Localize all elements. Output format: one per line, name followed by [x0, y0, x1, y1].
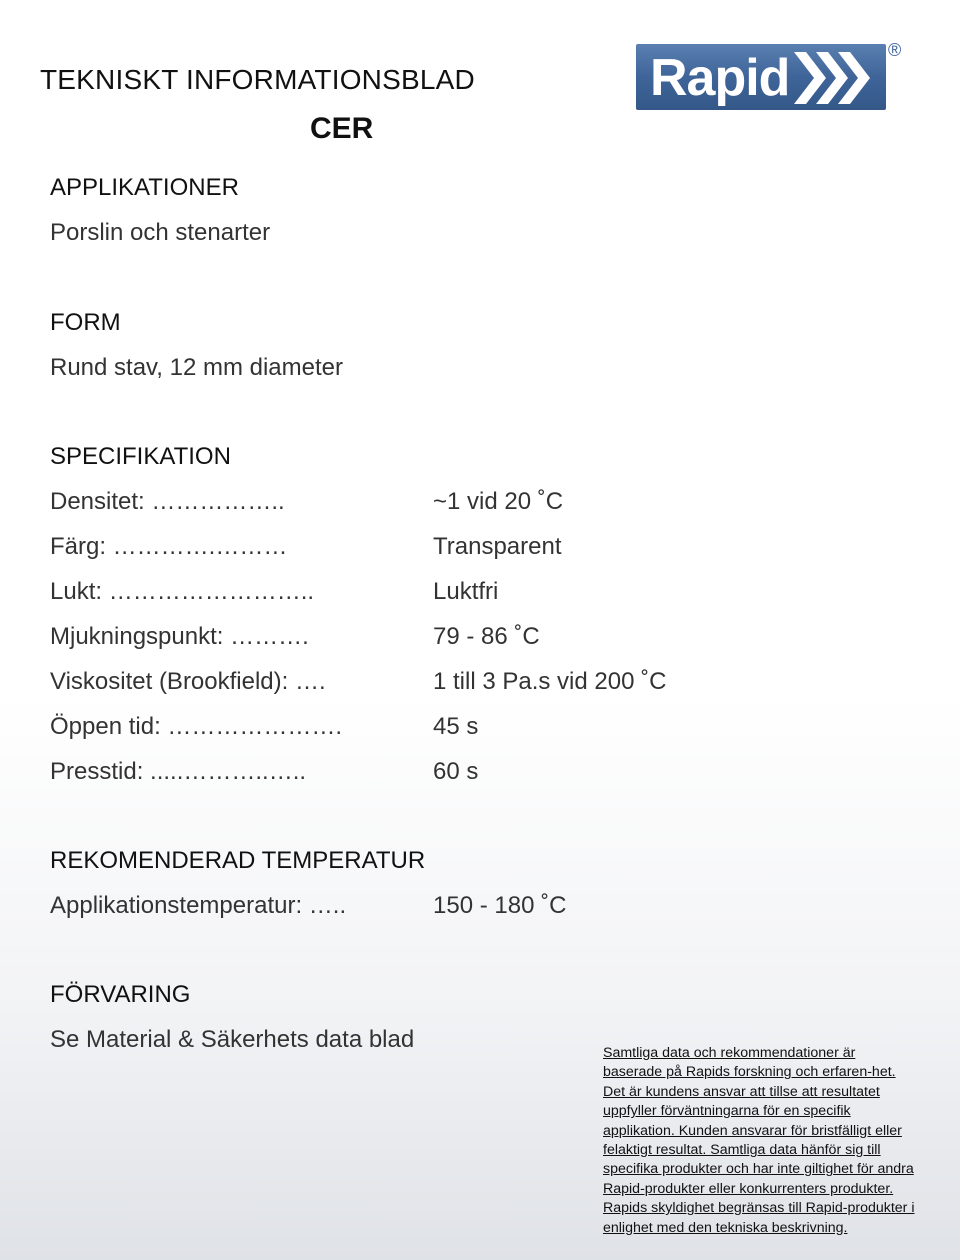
- spec-value-mjukningspunkt: 79 - 86 ˚C: [433, 623, 540, 650]
- rapid-logo: [636, 40, 916, 114]
- product-code: CER: [310, 112, 374, 145]
- temperatur-label: Applikationstemperatur: …..: [50, 892, 347, 919]
- form-text: Rund stav, 12 mm diameter: [50, 354, 344, 381]
- disclaimer-text: Samtliga data och rekommendationer är baserade på Rapids forskning och erfaren-het. Det är kundens ansvar att tillse att resultatet uppfyller förväntningarna för en specifik applikation. Kunden ansvarar för bristfälligt eller felaktigt resultat. Samtliga data hänför sig till specifika produkter och har inte giltighet för andra Rapid-produkter eller konkurrenters produkter. Rapids skyldighet begränsas till Rapid-produkter i enlighet med den tekniska beskrivning.: [603, 1045, 915, 1236]
- spec-label-mjukningspunkt: Mjukningspunkt: ……….: [50, 623, 309, 650]
- spec-label-lukt: Lukt: ……………………..: [50, 578, 315, 605]
- spec-value-viskositet: 1 till 3 Pa.s vid 200 ˚C: [433, 668, 667, 695]
- logo-stripes-icon: [794, 52, 880, 104]
- spec-label-presstid: Presstid: .....………..…..: [50, 758, 307, 785]
- forvaring-text: Se Material & Säkerhets data blad: [50, 1026, 415, 1053]
- spec-label-oppen-tid: Öppen tid: ………………….: [50, 713, 343, 740]
- spec-value-farg: Transparent: [433, 533, 562, 560]
- spec-value-densitet: ~1 vid 20 ˚C: [433, 488, 564, 515]
- spec-value-presstid: 60 s: [433, 758, 479, 785]
- spec-label-viskositet: Viskositet (Brookfield): ….: [50, 668, 326, 695]
- logo-text: Rapid: [650, 49, 790, 107]
- spec-label-farg: Färg: ………….………: [50, 533, 288, 560]
- document-title: TEKNISKT INFORMATIONSBLAD: [40, 64, 475, 95]
- temperatur-value: 150 - 180 ˚C: [433, 892, 567, 919]
- form-heading: FORM: [50, 309, 121, 336]
- temperatur-heading: REKOMENDERAD TEMPERATUR: [50, 847, 426, 874]
- forvaring-heading: FÖRVARING: [50, 981, 191, 1008]
- applikationer-text: Porslin och stenarter: [50, 219, 271, 246]
- spec-label-densitet: Densitet: ……………..: [50, 488, 285, 515]
- spec-value-oppen-tid: 45 s: [433, 713, 479, 740]
- registered-mark: ®: [888, 40, 902, 60]
- spec-value-lukt: Luktfri: [433, 578, 499, 605]
- applikationer-heading: APPLIKATIONER: [50, 174, 239, 201]
- specifikation-heading: SPECIFIKATION: [50, 443, 231, 470]
